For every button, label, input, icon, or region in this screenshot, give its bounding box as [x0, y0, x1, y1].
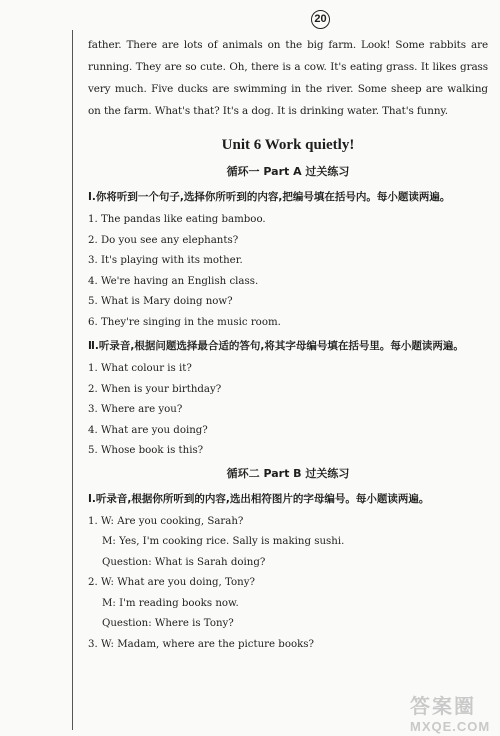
list-item: 3. Where are you?: [88, 404, 183, 415]
unit-title: Unit 6 Work quietly!: [221, 137, 355, 153]
dialogue-question: Question: What is Sarah doing?: [102, 556, 266, 568]
list-item: 2. Do you see any elephants?: [88, 234, 239, 246]
margin-rule: [72, 30, 73, 730]
dialogue-question: Question: Where is Tony?: [102, 618, 234, 629]
list-item: 6. They're singing in the music room.: [88, 316, 281, 328]
part-b-title: 循环二 Part B 过关练习: [226, 466, 350, 480]
watermark-bottom: MXQE.COM: [410, 719, 491, 734]
part-b-section1-instruction: Ⅰ.听录音,根据你所听到的内容,选出相符图片的字母编号。每小题读两遍。: [88, 492, 430, 505]
intro-paragraph: father. There are lots of animals on the big farm. Look! Some rabbits are running. They are so cute. Oh, there is a cow. It's eating grass. It likes grass very much. Five ducks are swimming in the river. Some sheep are walking on the farm. What's that? It's a dog. It is drinking water. That's funny.: [88, 39, 488, 117]
page-content: [88, 34, 488, 655]
part-a-section2-instruction: Ⅱ.听录音,根据问题选择最合适的答句,将其字母编号填在括号里。每小题读两遍。: [88, 340, 464, 352]
list-item: 5. Whose book is this?: [88, 445, 204, 456]
part-a-title: 循环一 Part A 过关练习: [226, 165, 350, 178]
list-item: 2. When is your birthday?: [88, 383, 222, 395]
list-item: 1. The pandas like eating bamboo.: [88, 214, 266, 225]
list-item: 5. What is Mary doing now?: [88, 296, 233, 307]
list-item: 1. What colour is it?: [88, 363, 192, 374]
dialogue-line: M: I'm reading books now.: [102, 597, 239, 609]
watermark-top: 答案圈: [410, 696, 476, 718]
part-a-section1-instruction: Ⅰ.你将听到一个句子,选择你所听到的内容,把编号填在括号内。每小题读两遍。: [88, 191, 451, 203]
dialogue-line: 3. W: Madam, where are the picture books?: [88, 638, 314, 650]
dialogue-line: 1. W: Are you cooking, Sarah?: [88, 515, 244, 527]
list-item: 4. We're having an English class.: [88, 275, 259, 287]
list-item: 4. What are you doing?: [88, 424, 208, 436]
watermark-logo: [410, 690, 498, 734]
dialogue-line: 2. W: What are you doing, Tony?: [88, 577, 255, 588]
dialogue-line: M: Yes, I'm cooking rice. Sally is making sushi.: [102, 536, 345, 547]
list-item: 3. It's playing with its mother.: [88, 255, 243, 266]
page-number: 20: [311, 10, 330, 29]
